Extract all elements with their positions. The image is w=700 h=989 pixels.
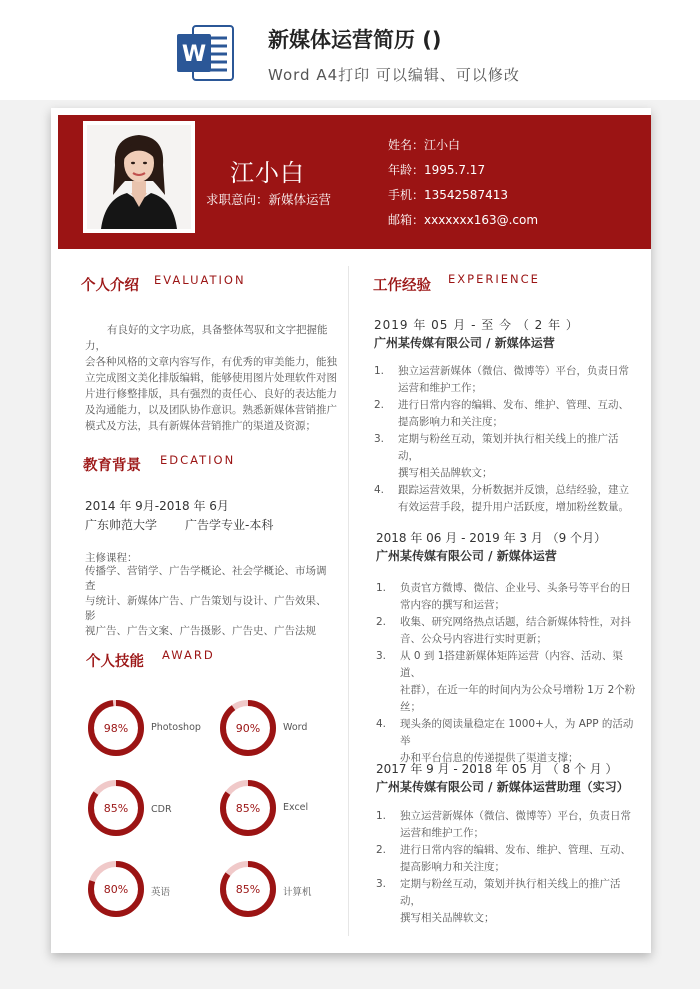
profile-photo bbox=[87, 125, 191, 229]
skill-ring bbox=[218, 778, 278, 838]
education-title: 教育背景 bbox=[83, 458, 141, 474]
course-label: 主修课程： bbox=[85, 552, 138, 564]
job-3-company: 广州某传媒有限公司 / 新媒体运营助理（实习） bbox=[376, 780, 629, 794]
education-school: 广东帅范大学 bbox=[85, 518, 158, 532]
skill-ring bbox=[218, 859, 278, 919]
duty-item: 1. 独立运营新媒体（微信、微博等）平台，负责日常 运营和维护工作； bbox=[374, 365, 629, 394]
candidate-name: 江小白 bbox=[230, 159, 305, 187]
duty-item: 4. 现头条的阅读量稳定在 1000+人，为 APP 的活动举 办和平台信息的传递提供了渠道支撑； bbox=[376, 718, 634, 764]
word-document-icon bbox=[175, 22, 237, 84]
job-1-company: 广州某传媒有限公司 / 新媒体运营 bbox=[374, 336, 555, 350]
duty-item: 1. 独立运营新媒体（微信、微博等）平台，负责日常 运营和维护工作； bbox=[376, 810, 631, 839]
duty-item: 4. 跟踪运营效果，分析数据并反馈，总结经验，建立 有效运营手段，提升用户活跃度，增加粉丝数量。 bbox=[374, 484, 629, 513]
job-3-date: 2017 年 9 月 - 2018 年 05 月 （ 8 个 月 ） bbox=[376, 762, 618, 776]
skill-label: Photoshop bbox=[151, 722, 201, 733]
duty-item: 2. 收集、研究网络热点话题，结合新媒体特性，对抖 音、公众号内容进行实时更新； bbox=[376, 616, 631, 645]
skill-label: CDR bbox=[151, 804, 172, 815]
job-2-duties bbox=[376, 580, 636, 767]
duty-item: 3. 从 0 到 1搭建新媒体矩阵运营（内容、活动、渠道、 社群），在近一年的时间内为公众号增粉 1万 2个粉 丝； bbox=[376, 650, 636, 713]
skill-label: 英语 bbox=[151, 887, 171, 898]
job-1-duties bbox=[374, 363, 634, 516]
job-2-date: 2018 年 06 月 - 2019 年 3 月 （9 个月） bbox=[376, 531, 607, 545]
duty-item: 1. 负责官方微博、微信、企业号、头条号等平台的日 常内容的撰写和运营； bbox=[376, 582, 631, 611]
job-1-date: 2019 年 05 月 - 至 今 （ 2 年 ） bbox=[374, 318, 579, 332]
skill-percent: 98% bbox=[103, 722, 129, 735]
education-en-title: EDCATION bbox=[160, 453, 236, 467]
document-subtitle: Word A4打印 可以编辑、可以修改 bbox=[268, 66, 520, 84]
skills-title: 个人技能 bbox=[86, 654, 144, 670]
column-divider bbox=[348, 266, 349, 936]
skill-ring bbox=[86, 778, 146, 838]
info-age: 年龄：1995.7.17 bbox=[388, 163, 486, 177]
contact-info bbox=[388, 133, 538, 233]
job-intention: 求职意向：新媒体运营 bbox=[206, 192, 332, 207]
skill-label: Excel bbox=[283, 802, 309, 813]
skill-ring bbox=[86, 698, 146, 758]
svg-text:W: W bbox=[181, 42, 207, 67]
skill-percent: 85% bbox=[103, 802, 129, 815]
top-banner bbox=[0, 0, 700, 100]
evaluation-en-title: EVALUATION bbox=[154, 273, 246, 287]
resume-page bbox=[51, 108, 651, 953]
job-2-company: 广州某传媒有限公司 / 新媒体运营 bbox=[376, 549, 557, 563]
education-date: 2014 年 9月-2018 年 6月 bbox=[85, 499, 229, 513]
duty-item: 3. 定期与粉丝互动，策划并执行相关线上的推广活动， 撰写相关品牌软文； bbox=[376, 878, 621, 924]
job-3-duties bbox=[376, 808, 636, 927]
experience-title: 工作经验 bbox=[373, 278, 431, 294]
course-list: 传播学、营销学、广告学概论、社会学概论、市场调查 与统计、新媒体广告、广告策划与设计、广告效果、影 视广告、广告文案、广告摄影、广告史、广告法规 bbox=[85, 565, 327, 637]
evaluation-text: 有良好的文字功底，具备整体驾驭和文字把握能力， 会各种风格的文章内容写作，有优秀的审美能力，能独 立完成图文美化排版编辑，能够使用图片处理软件对图 片进行修整排版，具有强烈的责任心、良好的表达能力 及沟通能力，以及团队协作意识。熟悉新媒体营销推广 模式及方法，具有新媒体营销推广的渠道及资源； bbox=[85, 324, 337, 432]
skill-label: Word bbox=[283, 722, 308, 733]
info-email: 邮箱：xxxxxxx163@.com bbox=[388, 213, 539, 227]
info-name: 姓名：江小白 bbox=[388, 138, 461, 152]
document-title: 新媒体运营简历 () bbox=[268, 28, 442, 52]
profile-photo-frame bbox=[83, 121, 195, 233]
duty-item: 2. 进行日常内容的编辑、发布、维护、管理、互动、 提高影响力和关注度； bbox=[376, 844, 631, 873]
skill-ring bbox=[86, 859, 146, 919]
info-phone: 手机：13542587413 bbox=[388, 188, 508, 202]
education-major: 广告学专业-本科 bbox=[185, 518, 274, 532]
skill-percent: 80% bbox=[103, 883, 129, 896]
skill-percent: 85% bbox=[235, 883, 261, 896]
experience-en-title: EXPERIENCE bbox=[448, 272, 540, 286]
skills-en-title: AWARD bbox=[162, 648, 215, 662]
skill-label: 计算机 bbox=[283, 887, 312, 898]
skill-percent: 90% bbox=[235, 722, 261, 735]
skill-percent: 85% bbox=[235, 802, 261, 815]
resume-header bbox=[58, 115, 651, 249]
skill-ring bbox=[218, 698, 278, 758]
evaluation-title: 个人介绍 bbox=[81, 278, 139, 294]
duty-item: 3. 定期与粉丝互动，策划并执行相关线上的推广活动， 撰写相关品牌软文； bbox=[374, 433, 619, 479]
duty-item: 2. 进行日常内容的编辑、发布、维护、管理、互动、 提高影响力和关注度； bbox=[374, 399, 629, 428]
